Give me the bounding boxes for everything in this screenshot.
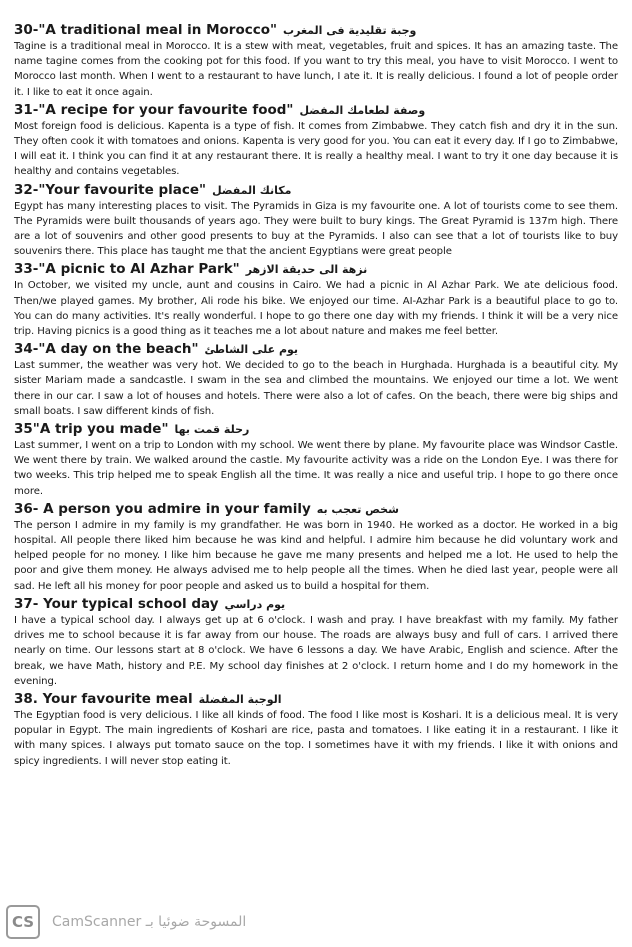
section-heading bbox=[14, 102, 618, 119]
section-body: The person I admire in my family is my grandfather. He was born in 1940. He worked as a doctor. He worked in a big hospital. All people there liked him because he was kind and helpful. I admire him because he did voluntary work and helped people for no money. I like him because he gave me many presents and helped me a lot. He used to help the poor and give them money. He always advised me to help people all the times. When he died last year, people were all sad. He left all his money for poor people and asked us to build a hospital for them. bbox=[14, 519, 618, 592]
section-heading bbox=[14, 341, 618, 358]
section-heading bbox=[14, 421, 618, 438]
section-title-arabic: يوم دراسي bbox=[224, 597, 286, 611]
section-title: 35"A trip you made" bbox=[14, 421, 169, 438]
section-30 bbox=[14, 22, 618, 100]
section-title-arabic: رحلة قمت بها bbox=[174, 423, 250, 437]
section-title-arabic: نزهة الى حديقة الازهر bbox=[245, 263, 368, 277]
document bbox=[14, 22, 618, 769]
section-heading bbox=[14, 501, 618, 518]
section-title: 32-"Your favourite place" bbox=[14, 181, 207, 198]
section-title: 36- A person you admire in your family bbox=[14, 500, 311, 517]
section-heading bbox=[14, 261, 618, 278]
watermark-text: CamScanner المسوحة ضوئيا بـ bbox=[52, 914, 247, 930]
section-heading bbox=[14, 691, 618, 708]
section-title: 38. Your favourite meal bbox=[14, 690, 193, 707]
section-31 bbox=[14, 102, 618, 180]
section-38 bbox=[14, 691, 618, 769]
section-36 bbox=[14, 501, 618, 594]
section-title-arabic: يوم على الشاطئ bbox=[204, 343, 299, 357]
section-title: 33-"A picnic to Al Azhar Park" bbox=[14, 261, 240, 278]
section-34 bbox=[14, 341, 618, 419]
section-title-arabic: شخص تعجب به bbox=[316, 502, 399, 516]
section-title-arabic: وجبة تقليدية فى المغرب bbox=[283, 24, 417, 37]
camscanner-logo-icon: CS bbox=[6, 905, 40, 939]
section-title-arabic: مكانك المفضل bbox=[212, 183, 292, 197]
section-heading bbox=[14, 182, 618, 199]
section-body: The Egyptian food is very delicious. I like all kinds of food. The food I like most is Koshari. It is a delicious meal. It is very popular in Egypt. The main ingredients of Koshari are rice, pasta and tomatoes. I like eating it in a restaurant. I like it with many spices. I always put tomato sauce on the top. I sometimes have it with my friends. I like it with onions and spicy ingredients. I will never stop eating it. bbox=[14, 709, 618, 767]
section-body: In October, we visited my uncle, aunt and cousins in Cairo. We had a picnic in Al Azhar Park. We ate delicious food. Then/we played games. My brother, Ali rode his bike. We enjoyed our time. AI-Azhar Park is a beautiful place to go to. You can do many activities. It's really wonderful. I hope to go there one day with my friends. I think it will be a very nice trip. Having picnics is a good thing as it teaches me a lot about nature and makes me feel better. bbox=[14, 280, 618, 338]
section-heading bbox=[14, 596, 618, 613]
section-body: Last summer, I went on a trip to London with my school. We went there by plane. My favourite place was Windsor Castle. We went there by train. We walked around the castle. My favourite activity was a ride on the London Eye. I was there for two weeks. This trip helped me to speak English all the time. It was really a nice and useful trip. I hope to go there once more. bbox=[14, 440, 618, 497]
section-body: Most foreign food is delicious. Kapenta is a type of fish. It comes from Zimbabwe. They catch fish and dry it in the sun. They often cook it with tomatoes and onions. Kapenta is very good for you. You can eat it every day. If I go to Zimbabwe, I will eat it. I think you can find it at any restaurant there. It is really a healthy meal. I want to try it one day because it is healthy and contains vegetables. bbox=[14, 120, 618, 178]
section-title: 31-"A recipe for your favourite food" bbox=[14, 101, 294, 118]
section-37 bbox=[14, 596, 618, 689]
section-body: Last summer, the weather was very hot. We decided to go to the beach in Hurghada. Hurghada is a beautiful city. My sister Mariam made a sandcastle. I swam in the sea and climbed the mountains. We enjoyed our time a lot. We went there in our car. I saw a lot of houses and hotels. There were also a lot of cafes. On the beach, there were big ships and small boats. I saw different kinds of fish. bbox=[14, 360, 618, 417]
section-title: 30-"A traditional meal in Morocco" bbox=[14, 22, 278, 38]
section-title-arabic: وصفة لطعامك المفضل bbox=[299, 103, 426, 117]
section-heading bbox=[14, 22, 618, 39]
camscanner-watermark bbox=[6, 905, 306, 939]
section-35 bbox=[14, 421, 618, 499]
section-body: Tagine is a traditional meal in Morocco. It is a stew with meat, vegetables, fruit and spices. It has an amazing taste. The name tagine comes from the cooking pot for this food. If you want to try this meal, you have to visit Morocco. I went to Morocco last month. When I went to a restaurant to have lunch, I ate it. It is really delicious. I found a lot of people order it. I like to eat it once again. bbox=[14, 41, 618, 98]
section-32 bbox=[14, 182, 618, 260]
section-body: Egypt has many interesting places to visit. The Pyramids in Giza is my favourite one. A lot of tourists come to see them. The Pyramids were built thousands of years ago. They were built to bury kings. The Great Pyramid is 137m high. There are a lot of souvenirs and other good presents to buy at the Pyramids. I also can see that a lot of tourists like to buy souvenirs there. This place has taught me that the ancient Egyptians were great people bbox=[14, 200, 618, 258]
section-title: 34-"A day on the beach" bbox=[14, 341, 199, 358]
section-title: 37- Your typical school day bbox=[14, 595, 219, 612]
section-body: I have a typical school day. I always get up at 6 o'clock. I wash and pray. I have breakfast with my family. My father drives me to school because it is far away from our house. The roads are always busy and full of cars. I arrived there nearly on time. Our lessons start at 8 o'clock. We have 6 lessons a day. We have Arabic, English and science. After the break, we have Math, history and P.E. My school day finishes at 2 o'clock. I return home and I do my homework in the evening. bbox=[14, 614, 618, 687]
section-33 bbox=[14, 261, 618, 339]
section-title-arabic: الوجبة المفضلة bbox=[198, 692, 282, 706]
